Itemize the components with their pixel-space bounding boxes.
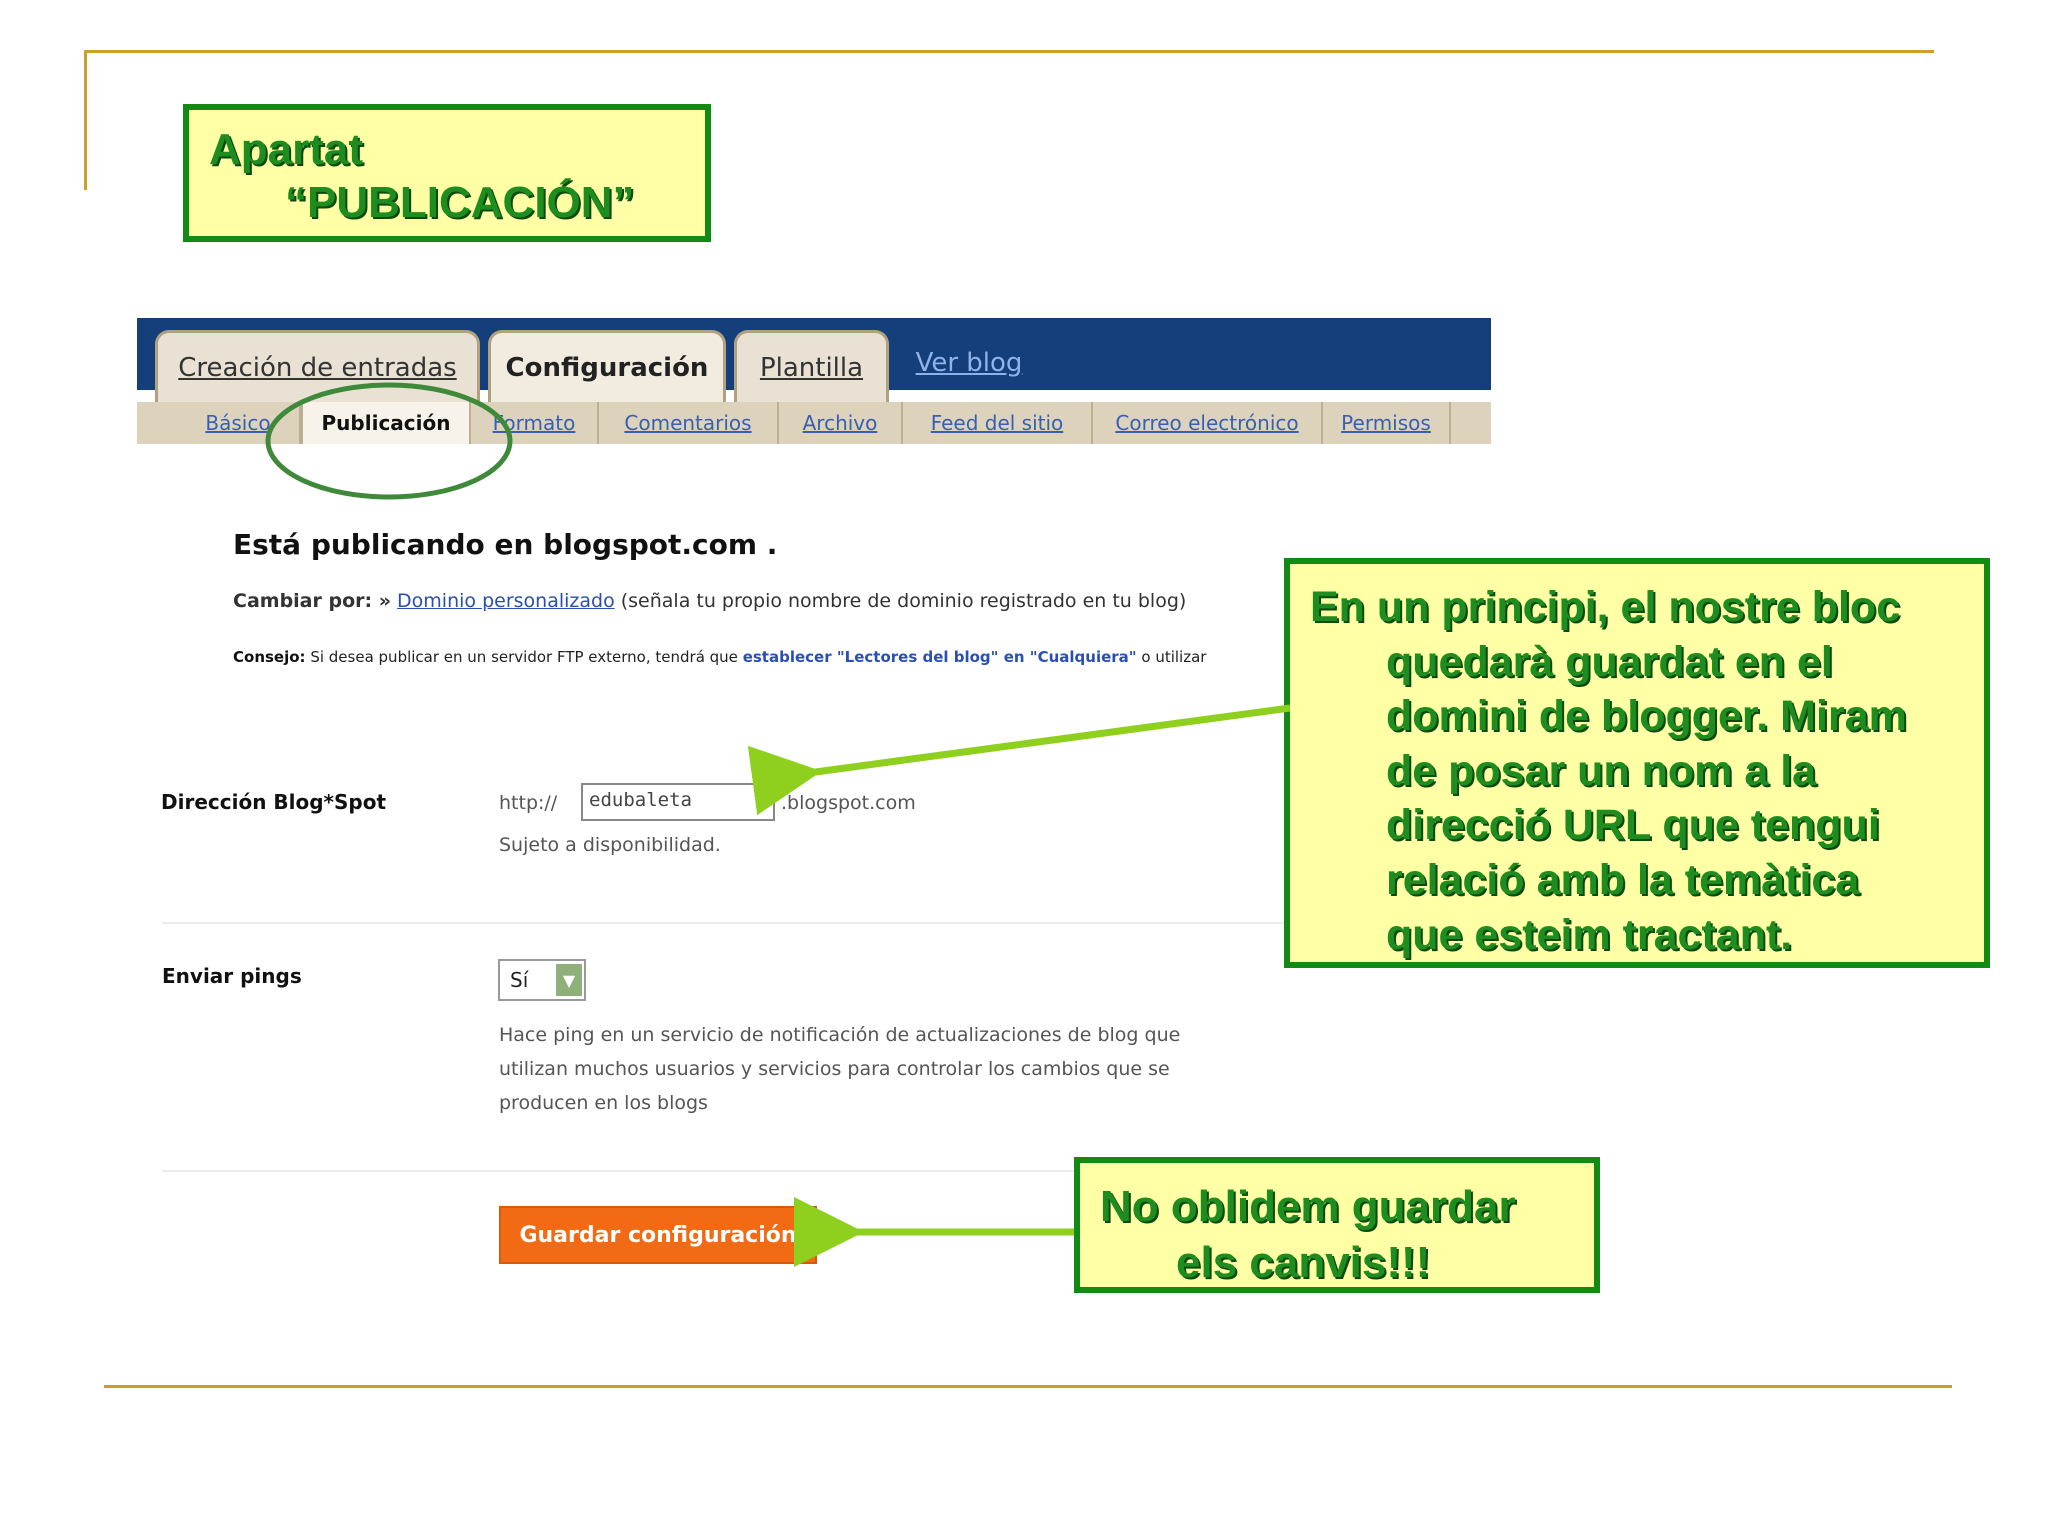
subtab-email[interactable]: Correo electrónico bbox=[1093, 402, 1323, 444]
slide-rule-top bbox=[84, 50, 1934, 53]
info-line: quedarà guardat en el bbox=[1386, 637, 1833, 686]
subtab-basic[interactable]: Básico bbox=[177, 402, 301, 444]
pings-description bbox=[499, 1018, 1180, 1120]
save-settings-button[interactable]: Guardar configuración bbox=[499, 1206, 817, 1264]
save-reminder-callout bbox=[1074, 1157, 1600, 1293]
view-blog-link[interactable]: Ver blog bbox=[915, 348, 1023, 378]
pings-desc-line: producen en los blogs bbox=[499, 1092, 708, 1114]
slide-rule-bottom bbox=[104, 1385, 1952, 1388]
publishing-heading: Está publicando en blogspot.com . bbox=[233, 528, 778, 561]
tab-template[interactable]: Plantilla bbox=[734, 330, 889, 402]
subtab-formatting[interactable]: Formato bbox=[471, 402, 599, 444]
divider bbox=[162, 922, 1292, 924]
info-line: relació amb la temàtica bbox=[1386, 856, 1860, 905]
title-line-1: Apartat bbox=[209, 125, 364, 174]
blogspot-address-label: Dirección Blog*Spot bbox=[161, 790, 387, 814]
url-suffix: .blogspot.com bbox=[781, 792, 916, 814]
change-label: Cambiar por: » bbox=[233, 590, 391, 612]
subtab-archiving[interactable]: Archivo bbox=[779, 402, 903, 444]
blog-address-input[interactable]: edubaleta bbox=[581, 783, 775, 821]
subtab-permissions[interactable]: Permisos bbox=[1323, 402, 1451, 444]
subtab-publishing[interactable]: Publicación bbox=[301, 402, 471, 444]
info-line: de posar un nom a la bbox=[1386, 746, 1817, 795]
save-line-1: No oblidem guardar bbox=[1100, 1182, 1516, 1231]
pings-desc-line: utilizan muchos usuarios y servicios para controlar los cambios que se bbox=[499, 1058, 1170, 1080]
chevron-down-icon[interactable]: ▼ bbox=[556, 964, 582, 996]
tip-row bbox=[233, 648, 1206, 666]
tip-tail: o utilizar bbox=[1141, 648, 1207, 666]
settings-subnav bbox=[137, 402, 1491, 444]
change-domain-row bbox=[233, 590, 1186, 612]
custom-domain-link[interactable]: Dominio personalizado bbox=[397, 590, 615, 612]
change-description: (señala tu propio nombre de dominio registrado en tu blog) bbox=[620, 590, 1187, 612]
info-line: que esteim tractant. bbox=[1386, 910, 1793, 959]
tab-settings[interactable]: Configuración bbox=[488, 330, 726, 402]
pings-desc-line: Hace ping en un servicio de notificación de actualizaciones de blog que bbox=[499, 1024, 1181, 1046]
readers-setting-link[interactable]: establecer "Lectores del blog" en "Cualquiera" bbox=[742, 648, 1137, 666]
info-line: domini de blogger. Miram bbox=[1386, 692, 1907, 741]
slide-rule-left bbox=[84, 50, 87, 190]
info-callout bbox=[1284, 558, 1990, 968]
send-pings-value: Sí bbox=[510, 968, 529, 992]
save-line-2: els canvis!!! bbox=[1176, 1237, 1431, 1287]
info-line: En un principi, el nostre bloc bbox=[1310, 583, 1901, 631]
send-pings-label: Enviar pings bbox=[162, 964, 302, 988]
tip-text: Si desea publicar en un servidor FTP externo, tendrá que bbox=[310, 648, 738, 666]
tab-posting[interactable]: Creación de entradas bbox=[155, 330, 480, 402]
title-callout bbox=[183, 104, 711, 242]
send-pings-select[interactable] bbox=[498, 959, 586, 1001]
info-line: direcció URL que tengui bbox=[1386, 801, 1880, 850]
tip-label: Consejo: bbox=[233, 648, 306, 666]
url-prefix: http:// bbox=[499, 792, 558, 814]
subtab-site-feed[interactable]: Feed del sitio bbox=[903, 402, 1093, 444]
subtab-comments[interactable]: Comentarios bbox=[599, 402, 779, 444]
title-line-2: “PUBLICACIÓN” bbox=[285, 177, 635, 227]
availability-note: Sujeto a disponibilidad. bbox=[499, 834, 721, 856]
